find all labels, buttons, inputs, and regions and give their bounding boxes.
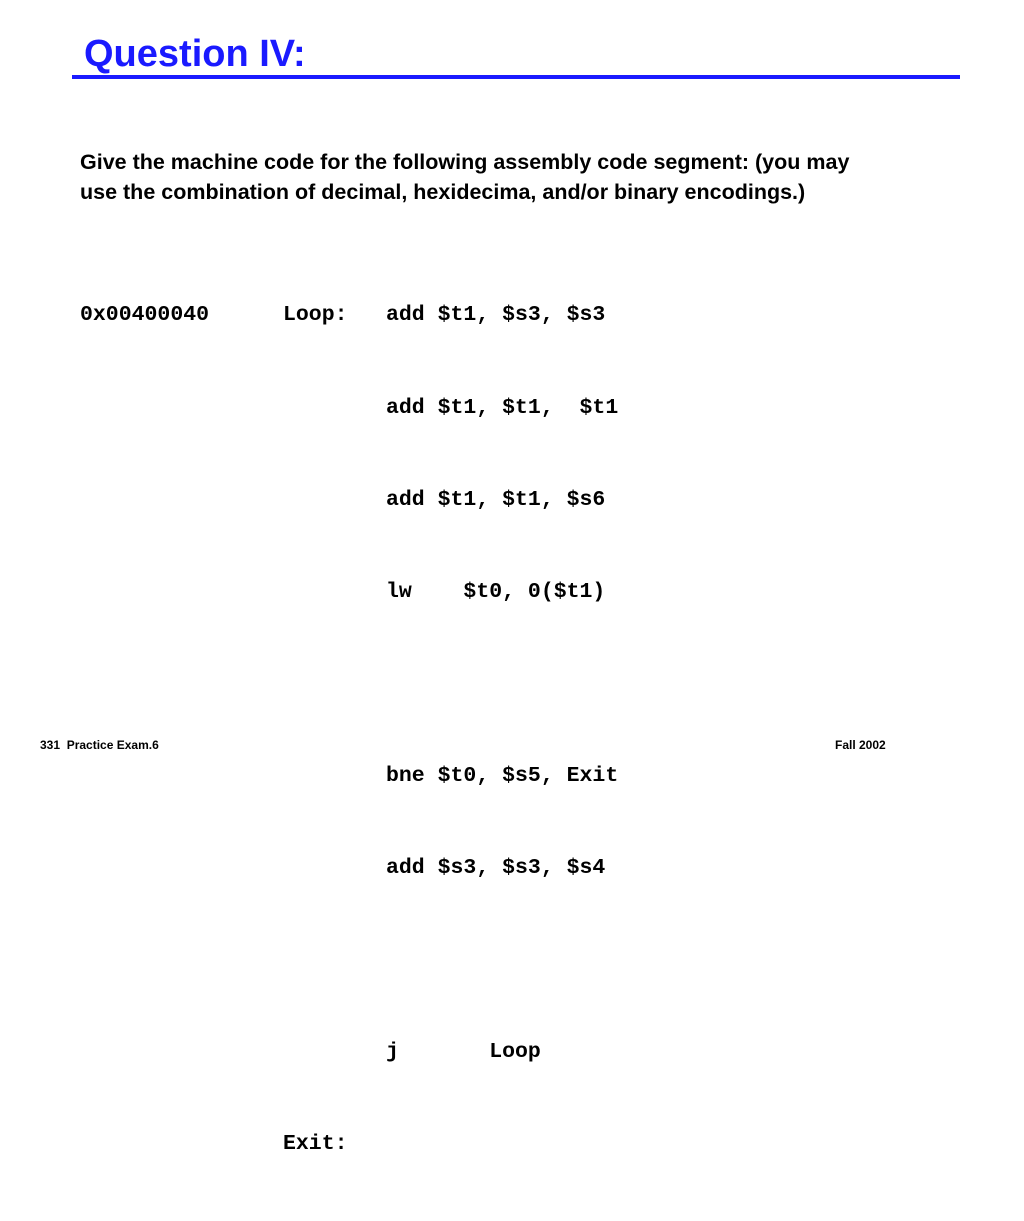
code-label: Loop: — [283, 303, 348, 328]
code-line-blank — [80, 669, 618, 700]
code-label: Exit: — [283, 1132, 348, 1157]
code-instruction: j Loop — [386, 1040, 541, 1065]
code-instruction: add $t1, $s3, $s3 — [386, 303, 606, 328]
code-line — [80, 1129, 618, 1160]
code-instruction: add $t1, $t1, $s6 — [386, 487, 606, 512]
code-line — [80, 761, 618, 792]
code-instruction: add $t1, $t1, $t1 — [386, 395, 619, 420]
code-line — [80, 853, 618, 884]
assembly-code-block — [80, 239, 618, 1221]
code-line — [80, 577, 618, 608]
slide-title: Question IV: — [84, 33, 306, 75]
code-line — [80, 485, 618, 516]
code-instruction: lw $t0, 0($t1) — [386, 579, 606, 604]
code-line — [80, 1037, 618, 1068]
code-instruction: add $s3, $s3, $s4 — [386, 855, 606, 880]
prompt-line-1: Give the machine code for the following assembly code segment: (you may — [80, 150, 850, 174]
prompt-line-2: use the combination of decimal, hexidecima, and/or binary encodings.) — [80, 180, 806, 204]
question-prompt — [80, 147, 1010, 207]
code-line — [80, 393, 618, 424]
code-line-blank — [80, 945, 618, 976]
code-instruction: bne $t0, $s5, Exit — [386, 763, 619, 788]
footer-term-label: Fall 2002 — [835, 738, 886, 752]
footer-course-label: 331 Practice Exam.6 — [40, 738, 159, 752]
title-underline — [72, 75, 960, 79]
code-address: 0x00400040 — [80, 303, 210, 328]
code-line — [80, 300, 618, 331]
